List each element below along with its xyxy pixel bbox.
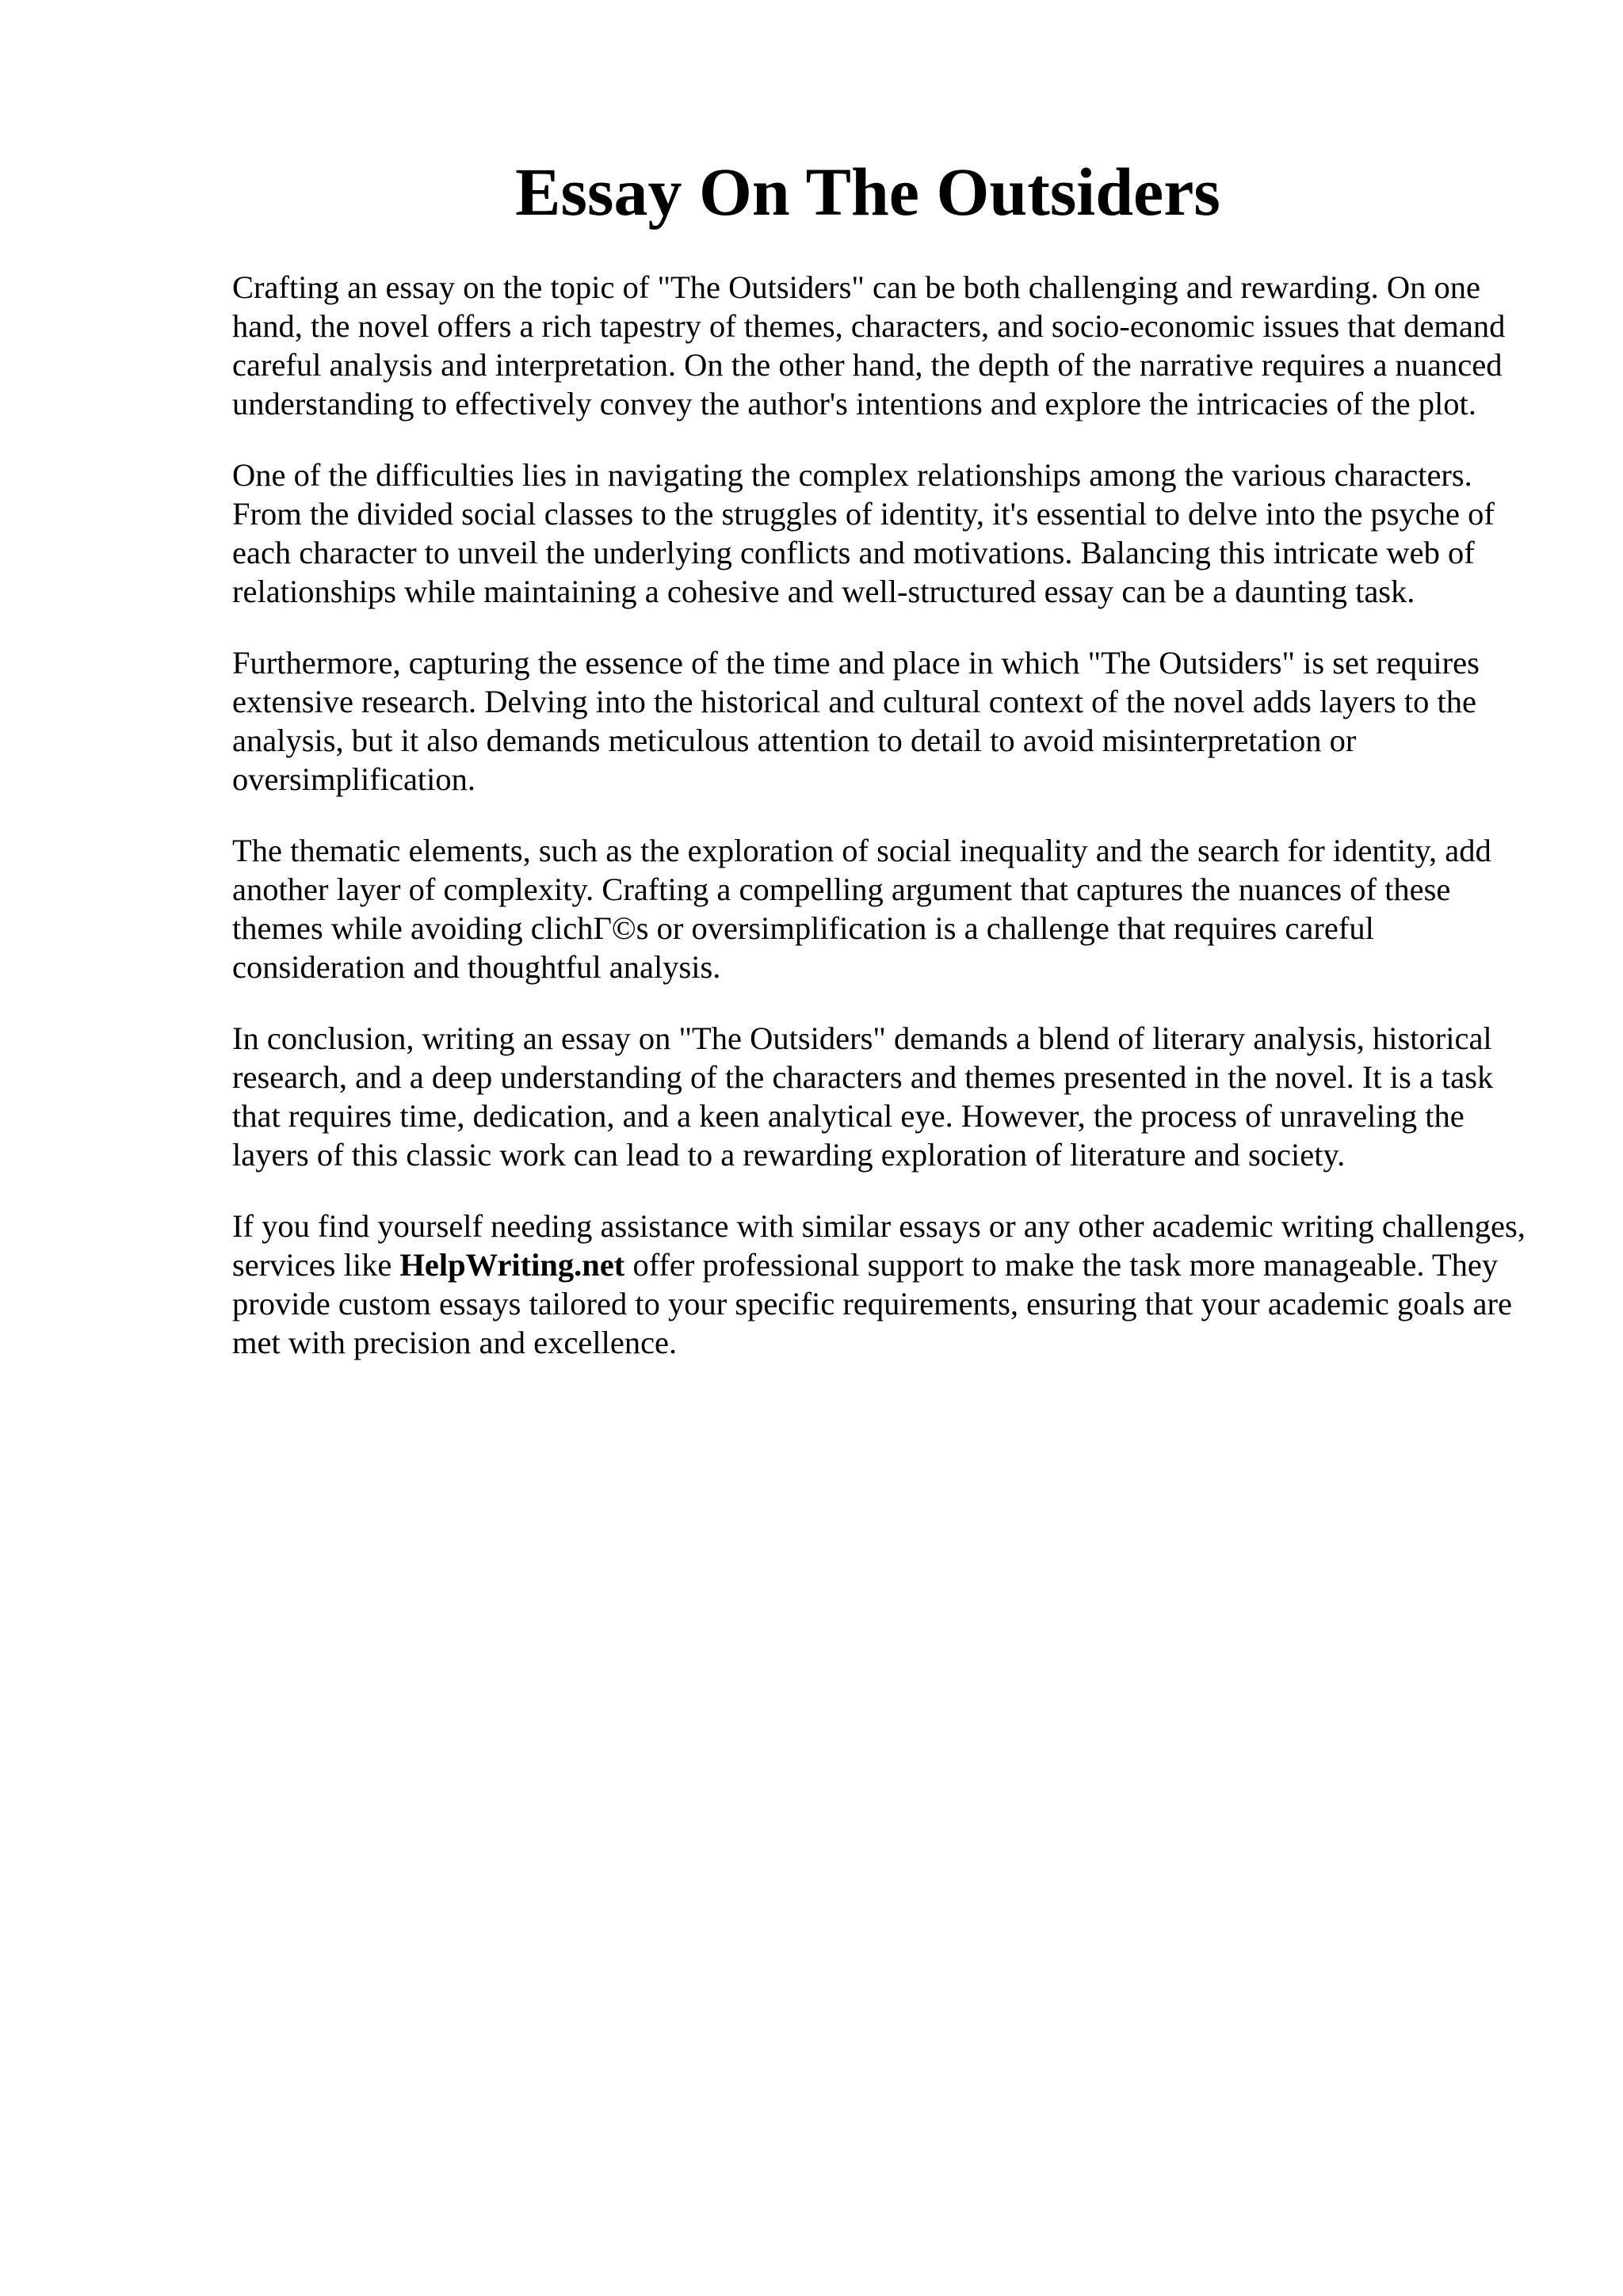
paragraph-6-intro: If you find yourself needing assistance with similar essays or any other academic writing challenges, services like [232, 1208, 1526, 1283]
paragraph-5: In conclusion, writing an essay on "The Outsiders" demands a blend of literary analysis, historical research, and a deep understanding of the characters and themes presented in the novel. It is a task that requires time, dedication, and a keen analytical eye. However, the process of unraveling the layers of this classic work can lead to a rewarding exploration of literature and society. [232, 1020, 1494, 1173]
paragraph-4: The thematic elements, such as the exploration of social inequality and the search for identity, add another layer of complexity. Crafting a compelling argument that captures the nuances of these themes while avoiding clichΓ©s or oversimplification is a challenge that requires careful consideration and thoughtful analysis. [232, 833, 1491, 985]
paragraph-6 [232, 1207, 1532, 1362]
essay-body [232, 268, 1532, 1394]
paragraph-6-rest: offer professional support to make the task more manageable. They provide custom essays tailored to your specific requirements, ensuring that your academic goals are met with precision and excellence. [232, 1247, 1512, 1360]
paragraph-3: Furthermore, capturing the essence of the time and place in which "The Outsiders" is set requires extensive research. Delving into the historical and cultural context of the novel adds layers to the analysis, but it also demands meticulous attention to detail to avoid misinterpretation or oversimplification. [232, 645, 1480, 797]
paragraph-1: Crafting an essay on the topic of "The Outsiders" can be both challenging and rewarding. On one hand, the novel offers a rich tapestry of themes, characters, and socio-economic issues that demand careful analysis and interpretation. On the other hand, the depth of the narrative requires a nuanced understanding to effectively convey the author's intentions and explore the intricacies of the plot. [232, 269, 1506, 421]
brand-name: HelpWriting.net [399, 1247, 625, 1283]
paragraph-2: One of the difficulties lies in navigating the complex relationships among the various characters. From the divided social classes to the struggles of identity, it's essential to delve into the psyche of each character to unveil the underlying conflicts and motivations. Balancing this intricate web of relationships while maintaining a cohesive and well-structured essay can be a daunting task. [232, 457, 1495, 609]
page-title: Essay On The Outsiders [515, 154, 1220, 230]
